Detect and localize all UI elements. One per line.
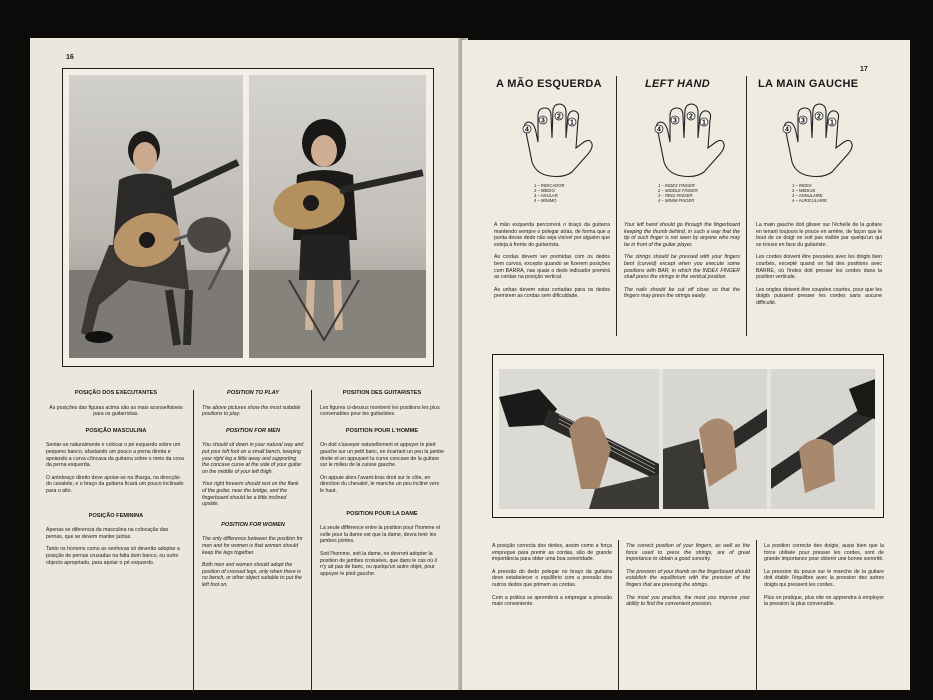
section-heading: POSITION FOR MEN <box>225 427 281 434</box>
text-column-english <box>624 222 740 306</box>
paragraph: As posições das figuras acima são as mais aconselháveis para os guitarristas. <box>49 404 183 418</box>
finger-number: 3 <box>541 117 545 125</box>
legend-line: 1 – INDICADOR <box>534 183 565 188</box>
section-heading: POSITION POUR L'HOMME <box>345 427 419 434</box>
column-divider <box>756 540 757 690</box>
text-column-french <box>320 390 444 583</box>
legend-line: 2 – MÉDIO <box>534 188 555 193</box>
left-page <box>30 38 462 690</box>
hand-diagram <box>774 102 854 180</box>
section-heading: POSIÇÃO FEMININA <box>88 512 144 519</box>
paragraph: Your left hand should go through the fingerboard keeping the thumb behind, in such a way that the tip of such finger is not seen by anyone who may be in front of the guitar player. <box>624 222 740 248</box>
paragraph: Your right forearm should rest on the flank of the guitar, near the bridge, and the fingerboard should be a little inclined upside. <box>202 481 299 508</box>
paragraph: On doit s'asseyer naturellement et appuyer le pied gauche sur un petit banc, en écartant un peu la jambe droite et en appuyant la curve concave de la guitare sur le milieu de la cuisse gauche. <box>320 442 445 469</box>
hand-diagram <box>514 102 594 180</box>
paragraph: The correct position of your fingers, as well as the force used to press the strings, are of great importance to obtain a good sonority. <box>626 543 750 563</box>
paragraph: A pressão do dedo polegar no braço da guitarra deve estabelecer o equilíbrio com a pressão dos outros dedos que primem as cordas. <box>492 568 612 588</box>
legend-line: 3 – ANULAR <box>534 193 558 198</box>
legend-line: 2 – MIDDLE FINGER <box>658 188 698 193</box>
photo-frame <box>62 68 434 367</box>
paragraph: A mão esquerda percorrerá o braço da guitarra mantendo sempre o polegar atrás, de forma que a ponta desse dedo não seja visível por alguém que esteja à frente do guitarrista. <box>494 222 610 248</box>
paragraph: Com a prática se aprenderá a empregar a pressão mais conveniente. <box>492 594 612 608</box>
page-number: 16 <box>66 54 74 61</box>
paragraph: The above pictures show the most suitable positions to play. <box>202 404 301 418</box>
paragraph: Sentar-se naturalmente e colocar o pé esquerdo sobre um pequeno banco, afastando um pouco a perna direita e apoiando a curva côncava da guitarra sobre o meio da coxa da perna esquerda. <box>46 442 184 469</box>
title-english: LEFT HAND <box>645 78 711 90</box>
paragraph: Les figures ci-dessus montrent les positions les plus convenables pour les guitaristes. <box>320 404 440 418</box>
finger-number: 3 <box>801 117 805 125</box>
paragraph: The pression of your thumb on the fingerboard should establish the equilibrium with the pression of the fingers that are pressing the strings. <box>626 568 750 588</box>
paragraph: O antebraço direito deve apoiar-se na ilharga, na direcção do cavalete, e o braço da guitarra ficará um pouco inclinado para o alto. <box>46 474 184 494</box>
text-column-english <box>202 390 304 594</box>
section-heading: POSITION TO PLAY <box>226 390 279 396</box>
photo-frame <box>492 354 884 518</box>
finger-legend <box>792 183 827 203</box>
legend-line: 2 – MEDIUS <box>792 188 816 193</box>
finger-number: 4 <box>785 126 789 134</box>
finger-number: 1 <box>702 119 706 127</box>
column-divider <box>616 76 617 336</box>
column-divider <box>746 76 747 336</box>
text-column-french <box>764 543 884 614</box>
legend-line: 4 – MÍNIMO <box>534 198 557 203</box>
text-column-portuguese <box>494 222 610 306</box>
paragraph: The most you practice, the most you improve your ability to find the convenient pression. <box>626 594 750 608</box>
column-divider <box>193 390 194 692</box>
section-heading: POSITION POUR LA DAME <box>346 510 418 517</box>
photo-male-guitarist <box>69 75 243 358</box>
paragraph: The only difference between the position for men and for women is that women should keep the legs together. <box>202 536 303 556</box>
column-divider <box>618 540 619 690</box>
legend-line: 4 – AURICULAIRE <box>792 198 827 203</box>
finger-legend <box>534 183 564 203</box>
finger-number: 4 <box>657 126 661 134</box>
finger-number: 1 <box>830 119 834 127</box>
paragraph: As cordas devem ser premidas com os dedos bem curvos, excepto quando se fizerem posições com BARRA, nas quais o dedo indicador premirá as cordas na posição vertical. <box>494 254 610 281</box>
finger-number: 1 <box>570 119 574 127</box>
column-divider <box>311 390 312 692</box>
paragraph: The strings should be pressed with your fingers bent (curved) except when you execute some positions with BAR, in which the INDEX FINGER shall press the strings in the vertical position. <box>624 254 740 281</box>
paragraph: Les cordes doivent être pressées avec les doigts bien courbés, excepté quand on fait des positions avec BARRE, où l'index doit presser les cordes dans la position verticale. <box>756 254 882 281</box>
paragraph: A posição correcta dos dedos, assim como a força empregue para premir as cordas, são de grande importância para obter uma boa sonoridade. <box>492 543 612 563</box>
paragraph: The nails should be cut off close so that the fingers may press the strings easily. <box>624 286 740 300</box>
finger-number: 2 <box>689 113 693 121</box>
paragraph: Soit l'homme, soit la dame, ne devront adopter la position de jambes croissées, que dans le cas où il n'y ait pas de banc, ou quelqu'un autre objet, pour appuyer le pied gauche. <box>320 550 437 577</box>
text-column-english <box>626 543 750 614</box>
paragraph: As unhas devem estar cortadas para os dedos premirem as cordas sem dificuldade. <box>494 286 610 300</box>
paragraph: Both men and women should adopt the position of crossed legs, only when there is no bench, or other object suitable to put the left foot on. <box>202 562 302 588</box>
legend-line: 4 – MINIM FINGER <box>658 198 695 203</box>
paragraph: Plus on pratique, plus vite on apprendra à employer la pression la plus convenable. <box>764 594 884 608</box>
text-column-portuguese <box>492 543 612 614</box>
finger-number: 3 <box>673 117 677 125</box>
paragraph: Apenas se diferencia da masculina na colocação das pernas, que se devem manter juntas. <box>46 527 169 540</box>
page-number: 17 <box>860 66 868 73</box>
legend-line: 1 – INDEX <box>792 183 812 188</box>
paragraph: La position correcte des doigts, aussi bien que la force utilisée pour presser les cordes, sont de grande importance pour obtenir une bonne sonorité. <box>764 543 884 563</box>
legend-line: 1 – INDEX FINGER <box>658 183 695 188</box>
text-column-french <box>756 222 882 313</box>
photo-left-hand-positions <box>499 369 875 509</box>
hand-diagram <box>646 102 726 180</box>
paragraph: La seule différence entre la position pour l'homme et celle pour la dame est que la dame, devra tenir les jambes jointes. <box>320 525 441 545</box>
finger-number: 2 <box>557 113 561 121</box>
photo-female-guitarist <box>249 75 426 358</box>
text-column-portuguese <box>46 390 186 572</box>
paragraph: La main gauche doit glisser sur l'échelle de la guitare en tenant toujours le pouce en arrière, de façon que le bout de ce doigt ne soit pas visible par quelqu'un qui se trouve en face du guitariste. <box>756 222 882 248</box>
right-page <box>462 40 910 690</box>
section-heading: POSITION FOR WOMEN <box>221 521 285 528</box>
paragraph: On appuie alors l'avant-bras droit sur le côte, en direction du chevalet, le manche un peu incliné vers le haut. <box>320 474 440 494</box>
title-portuguese: A MÃO ESQUERDA <box>496 78 602 90</box>
paragraph: La pression du pouce sur le manche de la guitare doit établir l'équilibre avec la pression des autres doigts qui pressent les cordes. <box>764 568 884 588</box>
paragraph: You should sit down in your natural way and put your left foot on a small bench, keeping your right leg a little away and supporting the concave curve at the side of your guitar on the middle of your left thigh. <box>202 442 304 475</box>
legend-line: 3 – ANNULAIRE <box>792 193 823 198</box>
finger-legend <box>658 183 698 203</box>
legend-line: 3 – RING FINGER <box>658 193 693 198</box>
paragraph: Les ongles doivent être coupées courtes, pour que les doigts puissent presser les cordes sans aucune difficulté. <box>756 286 882 306</box>
section-heading: POSIÇÃO DOS EXECUTANTES <box>74 390 158 396</box>
paragraph: Tanto os homens como as senhoras só deverão adoptar a posição de pernas cruzadas na falta dum banco, ou outro objecto apropriado, para apoiar o pé esquerdo. <box>46 546 180 566</box>
finger-number: 4 <box>525 126 529 134</box>
section-heading: POSIÇÃO MASCULINA <box>85 427 147 434</box>
section-heading: POSITION DES GUITARISTES <box>342 390 422 396</box>
finger-number: 2 <box>817 113 821 121</box>
title-french: LA MAIN GAUCHE <box>758 78 859 90</box>
